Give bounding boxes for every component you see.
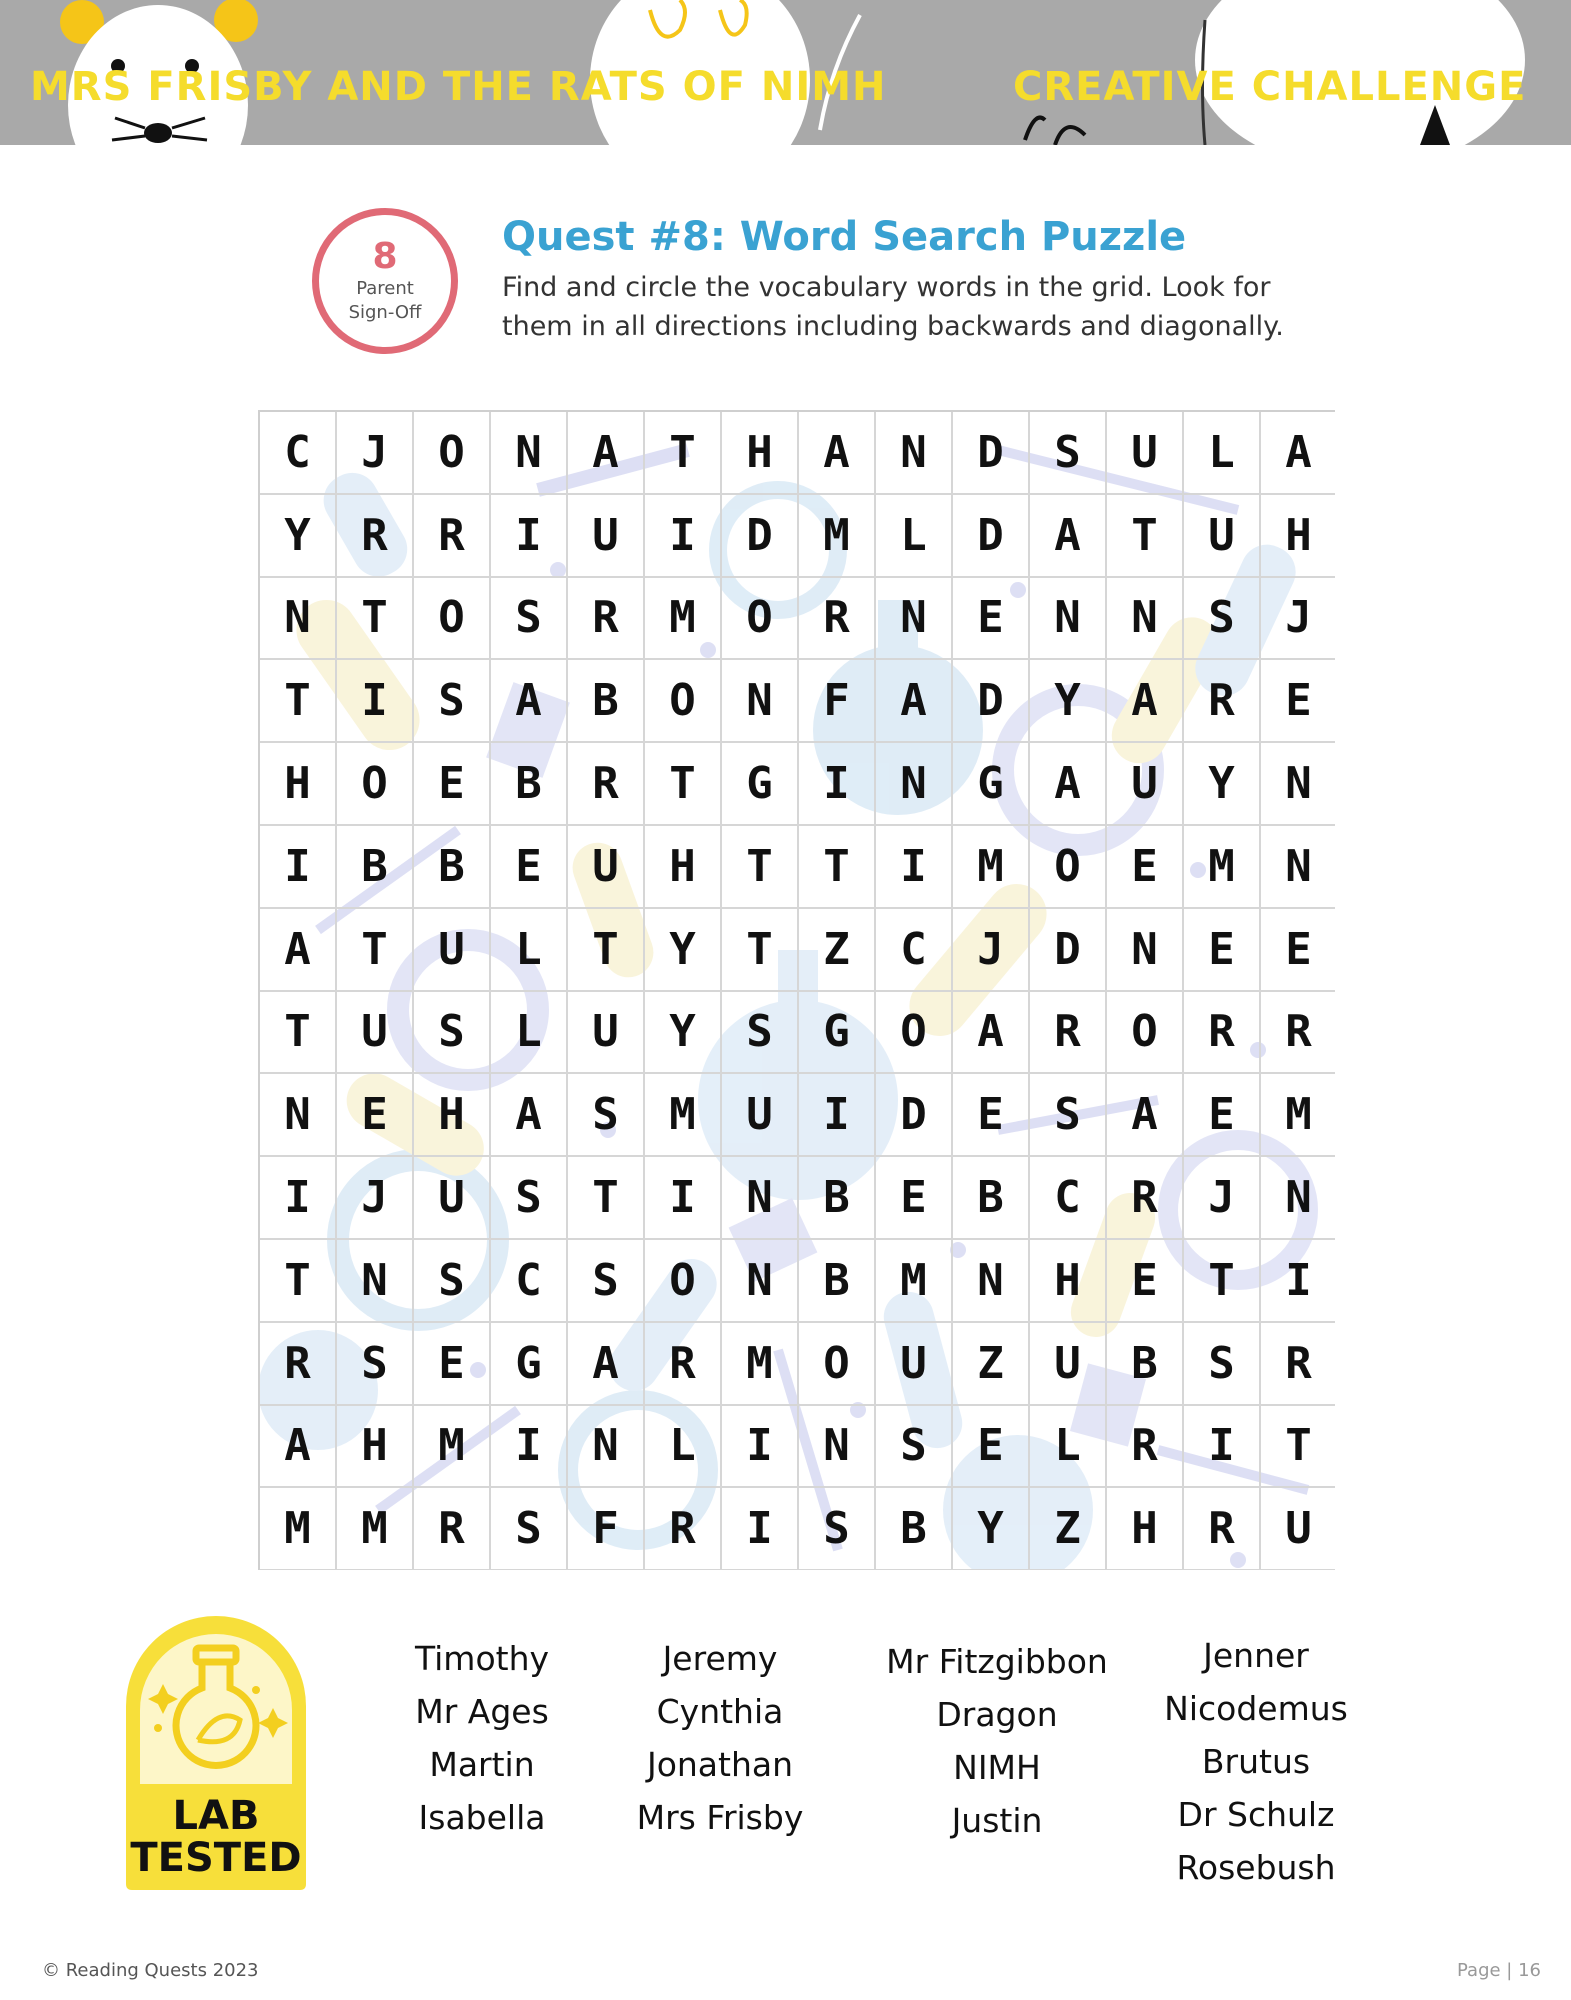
grid-cell[interactable]: N — [1107, 909, 1184, 992]
grid-cell[interactable]: E — [1261, 909, 1335, 992]
lab-tested-line1: LAB — [172, 1793, 260, 1839]
word-item: Isabella — [418, 1798, 546, 1837]
word-item: Martin — [429, 1745, 535, 1784]
grid-cell[interactable]: C — [876, 909, 953, 992]
grid-cell[interactable]: I — [876, 826, 953, 909]
grid-cell[interactable]: R — [1107, 1157, 1184, 1240]
grid-cell[interactable]: A — [568, 412, 645, 495]
grid-cell[interactable]: N — [260, 1074, 337, 1157]
grid-cell[interactable]: E — [337, 1074, 414, 1157]
book-title: MRS FRISBY AND THE RATS OF NIMH — [30, 64, 887, 110]
grid-cell[interactable]: O — [1107, 992, 1184, 1075]
grid-cell[interactable]: U — [1107, 412, 1184, 495]
grid-cell[interactable]: N — [260, 578, 337, 661]
grid-cell[interactable]: S — [722, 992, 799, 1075]
grid-cell[interactable]: G — [953, 743, 1030, 826]
grid-cell[interactable]: I — [799, 1074, 876, 1157]
grid-cell[interactable]: E — [491, 826, 568, 909]
grid-cell[interactable]: A — [260, 1406, 337, 1489]
word-item: Timothy — [414, 1639, 550, 1678]
word-list-column-2 — [585, 1632, 855, 1844]
grid-cell[interactable]: R — [1261, 992, 1335, 1075]
grid-cell[interactable]: T — [1261, 1406, 1335, 1489]
grid-cell[interactable]: S — [337, 1323, 414, 1406]
grid-cell[interactable]: U — [876, 1323, 953, 1406]
grid-cell[interactable]: Y — [953, 1488, 1030, 1570]
parent-sign-off-badge — [312, 208, 458, 354]
grid-cell[interactable]: N — [1261, 743, 1335, 826]
grid-cell[interactable]: U — [568, 495, 645, 578]
grid-cell[interactable]: L — [491, 909, 568, 992]
grid-cell[interactable]: B — [568, 660, 645, 743]
grid-cell[interactable]: U — [722, 1074, 799, 1157]
grid-cell[interactable]: M — [876, 1240, 953, 1323]
copyright: © Reading Quests 2023 — [42, 1960, 259, 1981]
grid-cell[interactable]: T — [645, 743, 722, 826]
grid-cell[interactable]: E — [414, 1323, 491, 1406]
grid-cell[interactable]: H — [1030, 1240, 1107, 1323]
grid-cell[interactable]: E — [953, 1406, 1030, 1489]
grid-cell[interactable]: R — [1030, 992, 1107, 1075]
grid-cell[interactable]: H — [645, 826, 722, 909]
grid-cell[interactable]: S — [568, 1240, 645, 1323]
grid-cell[interactable]: S — [414, 1240, 491, 1323]
grid-cell[interactable]: T — [799, 826, 876, 909]
grid-cell[interactable]: G — [799, 992, 876, 1075]
word-item: Dragon — [936, 1695, 1058, 1734]
grid-cell[interactable]: H — [1107, 1488, 1184, 1570]
quest-number: 8 — [372, 236, 398, 277]
grid-cell[interactable]: D — [722, 495, 799, 578]
grid-cell[interactable]: S — [1030, 412, 1107, 495]
grid-cell[interactable]: R — [568, 743, 645, 826]
grid-cell[interactable]: Y — [645, 909, 722, 992]
word-list-column-4 — [1121, 1629, 1391, 1894]
grid-cell[interactable]: I — [1261, 1240, 1335, 1323]
grid-cell[interactable]: B — [491, 743, 568, 826]
page-title: Quest #8: Word Search Puzzle — [502, 214, 1187, 260]
grid-cell[interactable]: H — [337, 1406, 414, 1489]
grid-cell[interactable]: B — [1107, 1323, 1184, 1406]
grid-cell[interactable]: C — [260, 412, 337, 495]
grid-cell[interactable]: F — [568, 1488, 645, 1570]
word-item: NIMH — [953, 1748, 1041, 1787]
grid-cell[interactable]: R — [799, 578, 876, 661]
grid-cell[interactable]: N — [953, 1240, 1030, 1323]
grid-cell[interactable]: T — [1184, 1240, 1261, 1323]
word-item: Jonathan — [646, 1745, 794, 1784]
grid-cell[interactable]: I — [722, 1406, 799, 1489]
grid-cell[interactable]: D — [876, 1074, 953, 1157]
word-item: Mr Fitzgibbon — [886, 1642, 1108, 1681]
grid-cell[interactable]: C — [491, 1240, 568, 1323]
grid-cell[interactable]: Y — [1030, 660, 1107, 743]
grid-cell[interactable]: Z — [953, 1323, 1030, 1406]
word-item: Brutus — [1201, 1742, 1311, 1781]
grid-cell[interactable]: T — [260, 1240, 337, 1323]
grid-cell[interactable]: M — [799, 495, 876, 578]
letter-grid — [258, 410, 1335, 1570]
grid-cell[interactable]: R — [568, 578, 645, 661]
grid-cell[interactable]: B — [414, 826, 491, 909]
grid-cell[interactable]: J — [337, 1157, 414, 1240]
grid-cell[interactable]: O — [645, 1240, 722, 1323]
grid-cell[interactable]: I — [799, 743, 876, 826]
page-number: Page | 16 — [1457, 1960, 1541, 1981]
lab-tested-badge — [118, 1608, 314, 1892]
grid-cell[interactable]: A — [876, 660, 953, 743]
grid-cell[interactable]: H — [1261, 495, 1335, 578]
grid-cell[interactable]: U — [568, 992, 645, 1075]
grid-cell[interactable]: J — [953, 909, 1030, 992]
grid-cell[interactable]: N — [876, 578, 953, 661]
grid-cell[interactable]: A — [1107, 660, 1184, 743]
grid-cell[interactable]: M — [722, 1323, 799, 1406]
grid-cell[interactable]: M — [414, 1406, 491, 1489]
grid-cell[interactable]: S — [1184, 578, 1261, 661]
grid-cell[interactable]: A — [491, 660, 568, 743]
grid-cell[interactable]: M — [1261, 1074, 1335, 1157]
grid-cell[interactable]: N — [1261, 1157, 1335, 1240]
grid-cell[interactable]: N — [722, 660, 799, 743]
word-list-column-1 — [347, 1632, 617, 1844]
grid-cell[interactable]: N — [1261, 826, 1335, 909]
grid-cell[interactable]: E — [414, 743, 491, 826]
grid-cell[interactable]: E — [1184, 1074, 1261, 1157]
grid-cell[interactable]: U — [337, 992, 414, 1075]
grid-cell[interactable]: N — [722, 1240, 799, 1323]
grid-cell[interactable]: M — [645, 578, 722, 661]
word-item: Justin — [951, 1801, 1043, 1840]
grid-cell[interactable]: S — [491, 578, 568, 661]
grid-cell[interactable]: N — [1030, 578, 1107, 661]
grid-cell[interactable]: L — [645, 1406, 722, 1489]
grid-cell[interactable]: A — [491, 1074, 568, 1157]
grid-cell[interactable]: L — [1030, 1406, 1107, 1489]
grid-cell[interactable]: R — [645, 1488, 722, 1570]
grid-cell[interactable]: N — [491, 412, 568, 495]
challenge-title: CREATIVE CHALLENGE — [1013, 64, 1527, 110]
grid-cell[interactable]: D — [1030, 909, 1107, 992]
grid-cell[interactable]: T — [722, 909, 799, 992]
grid-cell[interactable]: Z — [1030, 1488, 1107, 1570]
grid-cell[interactable]: R — [1107, 1406, 1184, 1489]
grid-cell[interactable]: T — [337, 909, 414, 992]
word-item: Rosebush — [1176, 1848, 1336, 1887]
grid-cell[interactable]: B — [876, 1488, 953, 1570]
grid-cell[interactable]: E — [1107, 826, 1184, 909]
grid-cell[interactable]: S — [414, 992, 491, 1075]
grid-cell[interactable]: U — [1107, 743, 1184, 826]
grid-cell[interactable]: N — [876, 412, 953, 495]
word-item: Cynthia — [656, 1692, 784, 1731]
grid-cell[interactable]: Y — [1184, 743, 1261, 826]
grid-cell[interactable]: M — [260, 1488, 337, 1570]
grid-cell[interactable]: T — [568, 909, 645, 992]
grid-cell[interactable]: E — [953, 1074, 1030, 1157]
lab-tested-line2: TESTED — [130, 1835, 302, 1881]
grid-cell[interactable]: E — [1184, 909, 1261, 992]
grid-cell[interactable]: J — [1184, 1157, 1261, 1240]
grid-cell[interactable]: O — [722, 578, 799, 661]
grid-cell[interactable]: J — [337, 412, 414, 495]
grid-cell[interactable]: I — [491, 495, 568, 578]
grid-cell[interactable]: B — [799, 1240, 876, 1323]
grid-cell[interactable]: U — [1030, 1323, 1107, 1406]
grid-cell[interactable]: J — [1261, 578, 1335, 661]
grid-cell[interactable]: U — [414, 909, 491, 992]
grid-cell[interactable]: R — [1184, 1488, 1261, 1570]
grid-cell[interactable]: T — [260, 992, 337, 1075]
grid-cell[interactable]: N — [568, 1406, 645, 1489]
grid-cell[interactable]: H — [414, 1074, 491, 1157]
grid-cell[interactable]: I — [722, 1488, 799, 1570]
word-item: Mrs Frisby — [636, 1798, 804, 1837]
grid-cell[interactable]: R — [645, 1323, 722, 1406]
grid-cell[interactable]: Z — [799, 909, 876, 992]
grid-cell[interactable]: M — [337, 1488, 414, 1570]
grid-cell[interactable]: A — [953, 992, 1030, 1075]
grid-cell[interactable]: T — [337, 578, 414, 661]
grid-cell[interactable]: O — [645, 660, 722, 743]
grid-cell[interactable]: M — [1184, 826, 1261, 909]
grid-cell[interactable]: N — [337, 1240, 414, 1323]
grid-cell[interactable]: D — [953, 495, 1030, 578]
header-banner — [0, 0, 1571, 145]
grid-cell[interactable]: S — [491, 1488, 568, 1570]
badge-label: Parent Sign-Off — [348, 278, 422, 323]
grid-cell[interactable]: S — [491, 1157, 568, 1240]
grid-cell[interactable]: O — [799, 1323, 876, 1406]
grid-cell[interactable]: H — [260, 743, 337, 826]
grid-cell[interactable]: L — [1184, 412, 1261, 495]
grid-cell[interactable]: U — [1184, 495, 1261, 578]
grid-cell[interactable]: R — [260, 1323, 337, 1406]
grid-cell[interactable]: E — [1261, 660, 1335, 743]
grid-cell[interactable]: D — [953, 660, 1030, 743]
grid-cell[interactable]: B — [953, 1157, 1030, 1240]
grid-cell[interactable]: U — [568, 826, 645, 909]
grid-cell[interactable]: S — [1184, 1323, 1261, 1406]
grid-cell[interactable]: T — [645, 412, 722, 495]
grid-cell[interactable]: I — [337, 660, 414, 743]
grid-cell[interactable]: O — [337, 743, 414, 826]
word-search-puzzle — [258, 410, 1335, 1570]
grid-cell[interactable]: N — [876, 743, 953, 826]
grid-cell[interactable]: R — [1184, 992, 1261, 1075]
grid-cell[interactable]: S — [568, 1074, 645, 1157]
grid-cell[interactable]: N — [799, 1406, 876, 1489]
grid-cell[interactable]: I — [1184, 1406, 1261, 1489]
grid-cell[interactable]: M — [953, 826, 1030, 909]
grid-cell[interactable]: T — [568, 1157, 645, 1240]
grid-cell[interactable]: O — [876, 992, 953, 1075]
word-item: Jenner — [1203, 1636, 1309, 1675]
grid-cell[interactable]: G — [722, 743, 799, 826]
word-item: Dr Schulz — [1177, 1795, 1335, 1834]
grid-cell[interactable]: R — [414, 1488, 491, 1570]
grid-cell[interactable]: A — [1030, 743, 1107, 826]
grid-cell[interactable]: R — [337, 495, 414, 578]
grid-cell[interactable]: N — [1107, 578, 1184, 661]
grid-cell[interactable]: R — [1261, 1323, 1335, 1406]
grid-cell[interactable]: F — [799, 660, 876, 743]
grid-cell[interactable]: H — [722, 412, 799, 495]
grid-cell[interactable]: O — [414, 412, 491, 495]
word-list-column-3 — [862, 1635, 1132, 1847]
grid-cell[interactable]: E — [953, 578, 1030, 661]
grid-cell[interactable]: B — [337, 826, 414, 909]
grid-cell[interactable]: A — [568, 1323, 645, 1406]
grid-cell[interactable]: I — [260, 1157, 337, 1240]
grid-cell[interactable]: C — [1030, 1157, 1107, 1240]
grid-cell[interactable]: E — [876, 1157, 953, 1240]
grid-cell[interactable]: S — [414, 660, 491, 743]
grid-cell[interactable]: O — [414, 578, 491, 661]
grid-cell[interactable]: G — [491, 1323, 568, 1406]
grid-cell[interactable]: S — [876, 1406, 953, 1489]
word-item: Mr Ages — [415, 1692, 549, 1731]
word-item: Jeremy — [662, 1639, 778, 1678]
grid-cell[interactable]: L — [876, 495, 953, 578]
grid-cell[interactable]: U — [1261, 1488, 1335, 1570]
grid-cell[interactable]: Y — [260, 495, 337, 578]
grid-cell[interactable]: A — [1030, 495, 1107, 578]
grid-cell[interactable]: M — [645, 1074, 722, 1157]
grid-cell[interactable]: T — [722, 826, 799, 909]
grid-cell[interactable]: I — [645, 1157, 722, 1240]
instructions: Find and circle the vocabulary words in the grid. Look for them in all directions including backwards and diagonally. — [502, 272, 1284, 342]
grid-cell[interactable]: I — [491, 1406, 568, 1489]
grid-cell[interactable]: B — [799, 1157, 876, 1240]
grid-cell[interactable]: A — [260, 909, 337, 992]
grid-cell[interactable]: L — [491, 992, 568, 1075]
grid-cell[interactable]: A — [1107, 1074, 1184, 1157]
word-item: Nicodemus — [1164, 1689, 1348, 1728]
grid-cell[interactable]: E — [1107, 1240, 1184, 1323]
grid-cell[interactable]: R — [414, 495, 491, 578]
grid-cell[interactable]: D — [953, 412, 1030, 495]
grid-cell[interactable]: I — [260, 826, 337, 909]
grid-cell[interactable]: R — [1184, 660, 1261, 743]
grid-cell[interactable]: S — [1030, 1074, 1107, 1157]
grid-cell[interactable]: N — [722, 1157, 799, 1240]
grid-cell[interactable]: T — [1107, 495, 1184, 578]
grid-cell[interactable]: A — [1261, 412, 1335, 495]
grid-cell[interactable]: A — [799, 412, 876, 495]
grid-cell[interactable]: O — [1030, 826, 1107, 909]
grid-cell[interactable]: U — [414, 1157, 491, 1240]
grid-cell[interactable]: Y — [645, 992, 722, 1075]
grid-cell[interactable]: T — [260, 660, 337, 743]
grid-cell[interactable]: I — [645, 495, 722, 578]
grid-cell[interactable]: S — [799, 1488, 876, 1570]
